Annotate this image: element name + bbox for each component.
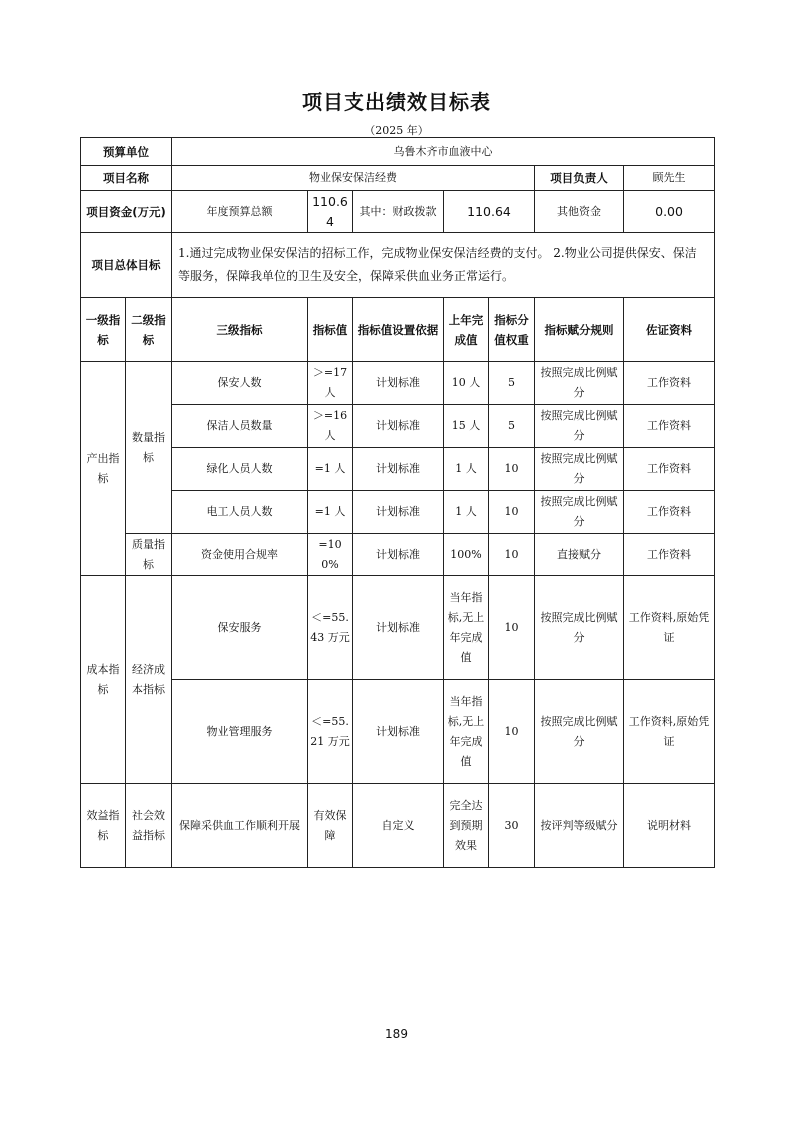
indicator-basis: 计划标准: [353, 534, 444, 576]
group-benefit: 效益指标: [81, 784, 126, 868]
indicator-rule: 按照完成比例赋分: [535, 362, 624, 405]
page-title: 项目支出绩效目标表: [302, 90, 491, 114]
indicator-evidence: 工作资料: [624, 362, 715, 405]
indicator-basis: 计划标准: [353, 405, 444, 448]
group-output: 产出指标: [81, 362, 126, 576]
group-quantity: 数量指标: [126, 362, 172, 534]
indicator-value: ＞=16 人: [308, 405, 353, 448]
col-prev: 上年完成值: [444, 298, 489, 362]
indicator-value: ＜=55.21 万元: [308, 680, 353, 784]
table-row: [81, 680, 715, 784]
budget-unit-label: 预算单位: [81, 138, 172, 166]
indicator-rule: 按评判等级赋分: [535, 784, 624, 868]
group-social: 社会效益指标: [126, 784, 172, 868]
column-header-row: [81, 298, 715, 362]
indicator-value: ＜=55.43 万元: [308, 576, 353, 680]
fiscal-label: 其中：财政拨款: [353, 191, 444, 233]
budget-unit-row: [81, 138, 715, 166]
indicator-rule: 按照完成比例赋分: [535, 491, 624, 534]
annual-budget-label: 年度预算总额: [172, 191, 308, 233]
page-number: 189: [385, 1027, 408, 1041]
indicator-name: 保安人数: [172, 362, 308, 405]
indicator-prev: 当年指标,无上年完成值: [444, 680, 489, 784]
other-label: 其他资金: [535, 191, 624, 233]
indicator-value: ＞=17 人: [308, 362, 353, 405]
indicator-prev: 当年指标,无上年完成值: [444, 576, 489, 680]
table-row: [81, 491, 715, 534]
indicator-weight: 10: [489, 534, 535, 576]
indicator-evidence: 工作资料: [624, 405, 715, 448]
indicator-name: 物业管理服务: [172, 680, 308, 784]
indicator-value: 有效保障: [308, 784, 353, 868]
indicator-name: 资金使用合规率: [172, 534, 308, 576]
indicator-value: =1 人: [308, 448, 353, 491]
group-econ-cost: 经济成本指标: [126, 576, 172, 784]
responsible-label: 项目负责人: [535, 166, 624, 191]
col-rule: 指标赋分规则: [535, 298, 624, 362]
indicator-name: 电工人员人数: [172, 491, 308, 534]
table-row: [81, 362, 715, 405]
goal-text: 1.通过完成物业保安保洁的招标工作，完成物业保安保洁经费的支付。 2.物业公司提供保安、保洁等服务，保障我单位的卫生及安全，保障采供血业务正常运行。: [172, 233, 715, 298]
responsible-value: 顾先生: [624, 166, 715, 191]
indicator-rule: 按照完成比例赋分: [535, 576, 624, 680]
funds-label: 项目资金(万元): [81, 191, 172, 233]
year-label: （2025 年）: [364, 124, 429, 137]
indicator-evidence: 工作资料: [624, 534, 715, 576]
table-row: [81, 448, 715, 491]
table-row: [81, 405, 715, 448]
indicator-prev: 完全达到预期效果: [444, 784, 489, 868]
performance-table: [80, 137, 715, 868]
indicator-basis: 计划标准: [353, 576, 444, 680]
indicator-prev: 1 人: [444, 448, 489, 491]
indicator-prev: 10 人: [444, 362, 489, 405]
fiscal-value: 110.64: [444, 191, 535, 233]
table-row: [81, 534, 715, 576]
indicator-basis: 计划标准: [353, 491, 444, 534]
indicator-weight: 5: [489, 405, 535, 448]
col-value: 指标值: [308, 298, 353, 362]
col-level1: 一级指标: [81, 298, 126, 362]
col-evidence: 佐证资料: [624, 298, 715, 362]
col-basis: 指标值设置依据: [353, 298, 444, 362]
indicator-basis: 计划标准: [353, 680, 444, 784]
indicator-name: 保安服务: [172, 576, 308, 680]
group-cost: 成本指标: [81, 576, 126, 784]
indicator-name: 绿化人员人数: [172, 448, 308, 491]
indicator-evidence: 工作资料,原始凭证: [624, 680, 715, 784]
indicator-weight: 10: [489, 680, 535, 784]
indicator-weight: 30: [489, 784, 535, 868]
group-quality: 质量指标: [126, 534, 172, 576]
indicator-name: 保洁人员数量: [172, 405, 308, 448]
budget-unit-value: 乌鲁木齐市血液中心: [172, 138, 715, 166]
indicator-rule: 直接赋分: [535, 534, 624, 576]
indicator-basis: 自定义: [353, 784, 444, 868]
table-row: [81, 784, 715, 868]
indicator-evidence: 说明材料: [624, 784, 715, 868]
col-level2: 二级指标: [126, 298, 172, 362]
funds-row: [81, 191, 715, 233]
indicator-rule: 按照完成比例赋分: [535, 405, 624, 448]
indicator-rule: 按照完成比例赋分: [535, 680, 624, 784]
indicator-evidence: 工作资料,原始凭证: [624, 576, 715, 680]
col-level3: 三级指标: [172, 298, 308, 362]
goal-label: 项目总体目标: [81, 233, 172, 298]
indicator-weight: 10: [489, 448, 535, 491]
indicator-basis: 计划标准: [353, 448, 444, 491]
other-value: 0.00: [624, 191, 715, 233]
annual-budget-value: 110.64: [308, 191, 353, 233]
indicator-evidence: 工作资料: [624, 448, 715, 491]
indicator-value: =100%: [308, 534, 353, 576]
col-weight: 指标分值权重: [489, 298, 535, 362]
indicator-value: =1 人: [308, 491, 353, 534]
indicator-basis: 计划标准: [353, 362, 444, 405]
indicator-weight: 5: [489, 362, 535, 405]
indicator-prev: 15 人: [444, 405, 489, 448]
indicator-evidence: 工作资料: [624, 491, 715, 534]
goal-row: [81, 233, 715, 298]
project-name-row: [81, 166, 715, 191]
indicator-weight: 10: [489, 491, 535, 534]
project-name-label: 项目名称: [81, 166, 172, 191]
indicator-prev: 1 人: [444, 491, 489, 534]
table-row: [81, 576, 715, 680]
project-name-value: 物业保安保洁经费: [172, 166, 535, 191]
indicator-weight: 10: [489, 576, 535, 680]
indicator-name: 保障采供血工作顺利开展: [172, 784, 308, 868]
indicator-prev: 100%: [444, 534, 489, 576]
indicator-rule: 按照完成比例赋分: [535, 448, 624, 491]
